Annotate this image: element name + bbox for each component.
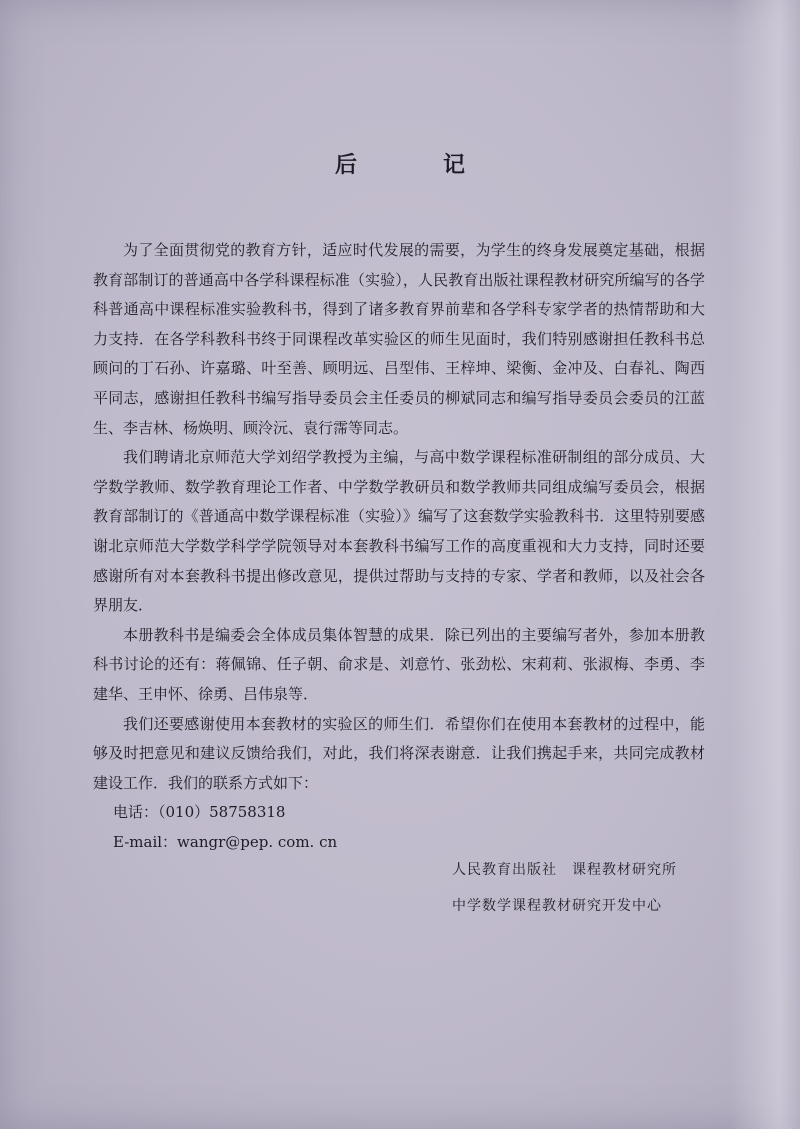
afterword-body <box>93 236 705 857</box>
paragraph-contributors: 本册教科书是编委会全体成员集体智慧的成果．除已列出的主要编写者外，参加本册教科书讨论的还有：蒋佩锦、任子朝、俞求是、刘意竹、张劲松、宋莉莉、张淑梅、李勇、李建华、王申怀、徐勇、吕伟泉等． <box>93 625 705 703</box>
signature-block <box>452 852 752 924</box>
paragraph-acknowledgements: 为了全面贯彻党的教育方针，适应时代发展的需要，为学生的终身发展奠定基础，根据教育部制订的普通高中各学科课程标准（实验），人民教育出版社课程教材研究所编写的各学科普通高中课程标准实验教科书，得到了诸多教育界前辈和各学科专家学者的热情帮助和大力支持．在各学科教科书终于同课程改革实验区的师生见面时，我们特别感谢担任教科书总顾问的丁石孙、许嘉璐、叶至善、顾明远、吕型伟、王梓坤、梁衡、金冲及、白春礼、陶西平同志，感谢担任教科书编写指导委员会主任委员的柳斌同志和编写指导委员会委员的江蓝生、李吉林、杨焕明、顾泠沅、袁行霈等同志。 <box>93 241 705 437</box>
signature-line-publisher: 人民教育出版社 课程教材研究所 <box>452 862 677 878</box>
paragraph-feedback: 我们还要感谢使用本套教材的实验区的师生们．希望你们在使用本套教材的过程中，能够及时把意见和建议反馈给我们，对此，我们将深表谢意．让我们携起手来，共同完成教材建设工作．我们的联系方式如下： <box>93 714 705 792</box>
paragraph-editors: 我们聘请北京师范大学刘绍学教授为主编，与高中数学课程标准研制组的部分成员、大学数学教师、数学教育理论工作者、中学数学教研员和数学教师共同组成编写委员会，根据教育部制订的《普通高中数学课程标准（实验）》编写了这套数学实验教科书．这里特别要感谢北京师范大学数学科学学院领导对本套教科书编写工作的高度重视和大力支持，同时还要感谢所有对本套教科书提出修改意见，提供过帮助与支持的专家、学者和教师，以及社会各界朋友． <box>93 448 705 615</box>
signature-line-center: 中学数学课程教材研究开发中心 <box>452 898 662 914</box>
contact-email: E-mail：wangr@pep. com. cn <box>113 832 338 851</box>
contact-phone: 电话：（010）58758318 <box>113 803 286 822</box>
page-title: 后 记 <box>334 153 497 178</box>
